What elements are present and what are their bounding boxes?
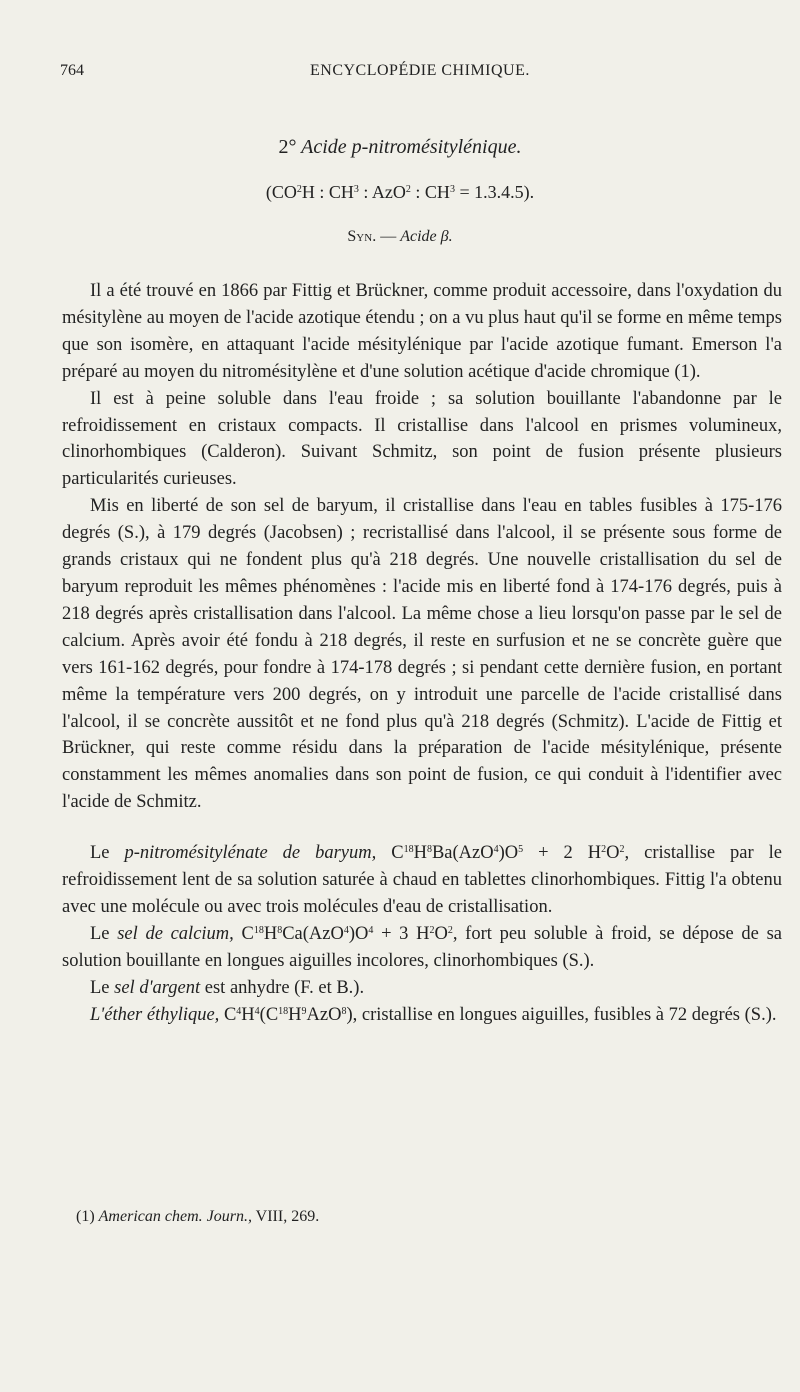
footnote-reference: VIII, 269. — [251, 1208, 320, 1225]
footnote — [76, 1208, 319, 1226]
paragraph-fusion: Mis en liberté de son sel de baryum, il cristallise dans l'eau en tables fusibles à 175-176 degrés (S.), à 179 degrés (Jacobsen) ; recristallisé dans l'alcool, il se présente sous forme de grands cristaux qui ne fondent plus qu'à 218 degrés. Une nouvelle cristallisation du sel de baryum reproduit les mêmes phénomènes : l'acide mis en liberté fond à 174-176 degrés, puis à 218 degrés après cristallisation dans l'alcool. La même chose a lieu lorsqu'on passe par le sel de calcium. Après avoir été fondu à 218 degrés, il reste en surfusion et ne se concrète guère que vers 161-162 degrés, pour fondre à 174-178 degrés ; si pendant cette dernière fusion, en portant même la température vers 200 degrés, on y introduit une parcelle de l'acide cristallisé dans l'alcool, il se concrète aussitôt et ne fond plus qu'à 218 degrés (Schmitz). L'acide de Fittig et Brückner, qui reste comme résidu dans la préparation de l'acide mésitylénique, présente constamment les mêmes anomalies dans son point de fusion, ce qui conduit à l'identifier avec l'acide de Schmitz. — [62, 496, 782, 813]
footnote-marker: (1) — [76, 1208, 99, 1225]
section-title — [0, 136, 800, 159]
synonym-value: Acide β. — [400, 228, 453, 245]
section-number: 2° — [278, 136, 297, 158]
running-head — [60, 62, 720, 88]
paragraph-history: Il a été trouvé en 1866 par Fittig et Brückner, comme produit accessoire, dans l'oxydation du mésitylène au moyen de l'acide azotique étendu ; on a vu plus haut qu'il se forme en même temps que son isomère, en attaquant l'acide mésitylénique par l'acide azotique fumant. Emerson l'a préparé au moyen du nitromésitylène et d'une solution acétique d'acide chromique (1). — [62, 281, 782, 382]
compound-name: sel de calcium, — [117, 923, 234, 944]
paragraph-barium-salt: Le p-nitromésitylénate de baryum, $C^{18}H^8Ba(AzO^4)O^5 + 2$ $H^2O^2$, cristallise par le refroidissement lent de sa solution saturée à chaud en tablettes clinorhombiques. Fittig l'a obtenu avec une molécule ou avec trois molécules d'eau de cristallisation. — [62, 843, 782, 917]
compound-name: sel d'argent — [114, 977, 201, 998]
compound-name: L'éther éthylique, — [90, 1004, 220, 1025]
structural-formula: ($CO^2H$ : $CH^3$ : AzO$^2$ : $CH^3 = 1.3.4.5$). — [265, 182, 535, 202]
compound-name: p-nitromésitylénate de baryum, — [124, 843, 377, 864]
footnote-source: American chem. Journ., — [98, 1208, 252, 1225]
section-title-text: Acide p-nitromésitylénique. — [301, 136, 522, 158]
synonym-line: Syn. — Acide β. — [347, 228, 453, 245]
paragraph-ethyl-ether: L'éther éthylique, $C^4H^4(C^{18}H^9AzO^8)$, cristallise en longues aiguilles, fusibles à 72 degrés (S.). — [90, 1004, 777, 1025]
paragraph-solubility: Il est à peine soluble dans l'eau froide ; sa solution bouillante l'abandonne par le refroidissement en cristaux compacts. Il cristallise dans l'alcool en prismes volumineux, clinorhombiques (Calderon). Suivant Schmitz, son point de fusion présente plusieurs particularités curieuses. — [62, 388, 782, 490]
paragraph-silver-salt: Le sel d'argent est anhydre (F. et B.). — [90, 977, 365, 998]
body-text — [62, 278, 782, 1028]
synonym-label: Syn. — [347, 228, 377, 245]
running-title: ENCYCLOPÉDIE CHIMIQUE. — [310, 62, 530, 79]
page-number: 764 — [60, 62, 84, 79]
paragraph-calcium-salt: Le sel de calcium, $C^{18}H^8Ca(AzO^4)O^4 + 3$ $H^2O^2$, fort peu soluble à froid, se dépose de sa solution bouillante en longues aiguilles incolores, clinorhombiques (S.). — [62, 923, 782, 971]
